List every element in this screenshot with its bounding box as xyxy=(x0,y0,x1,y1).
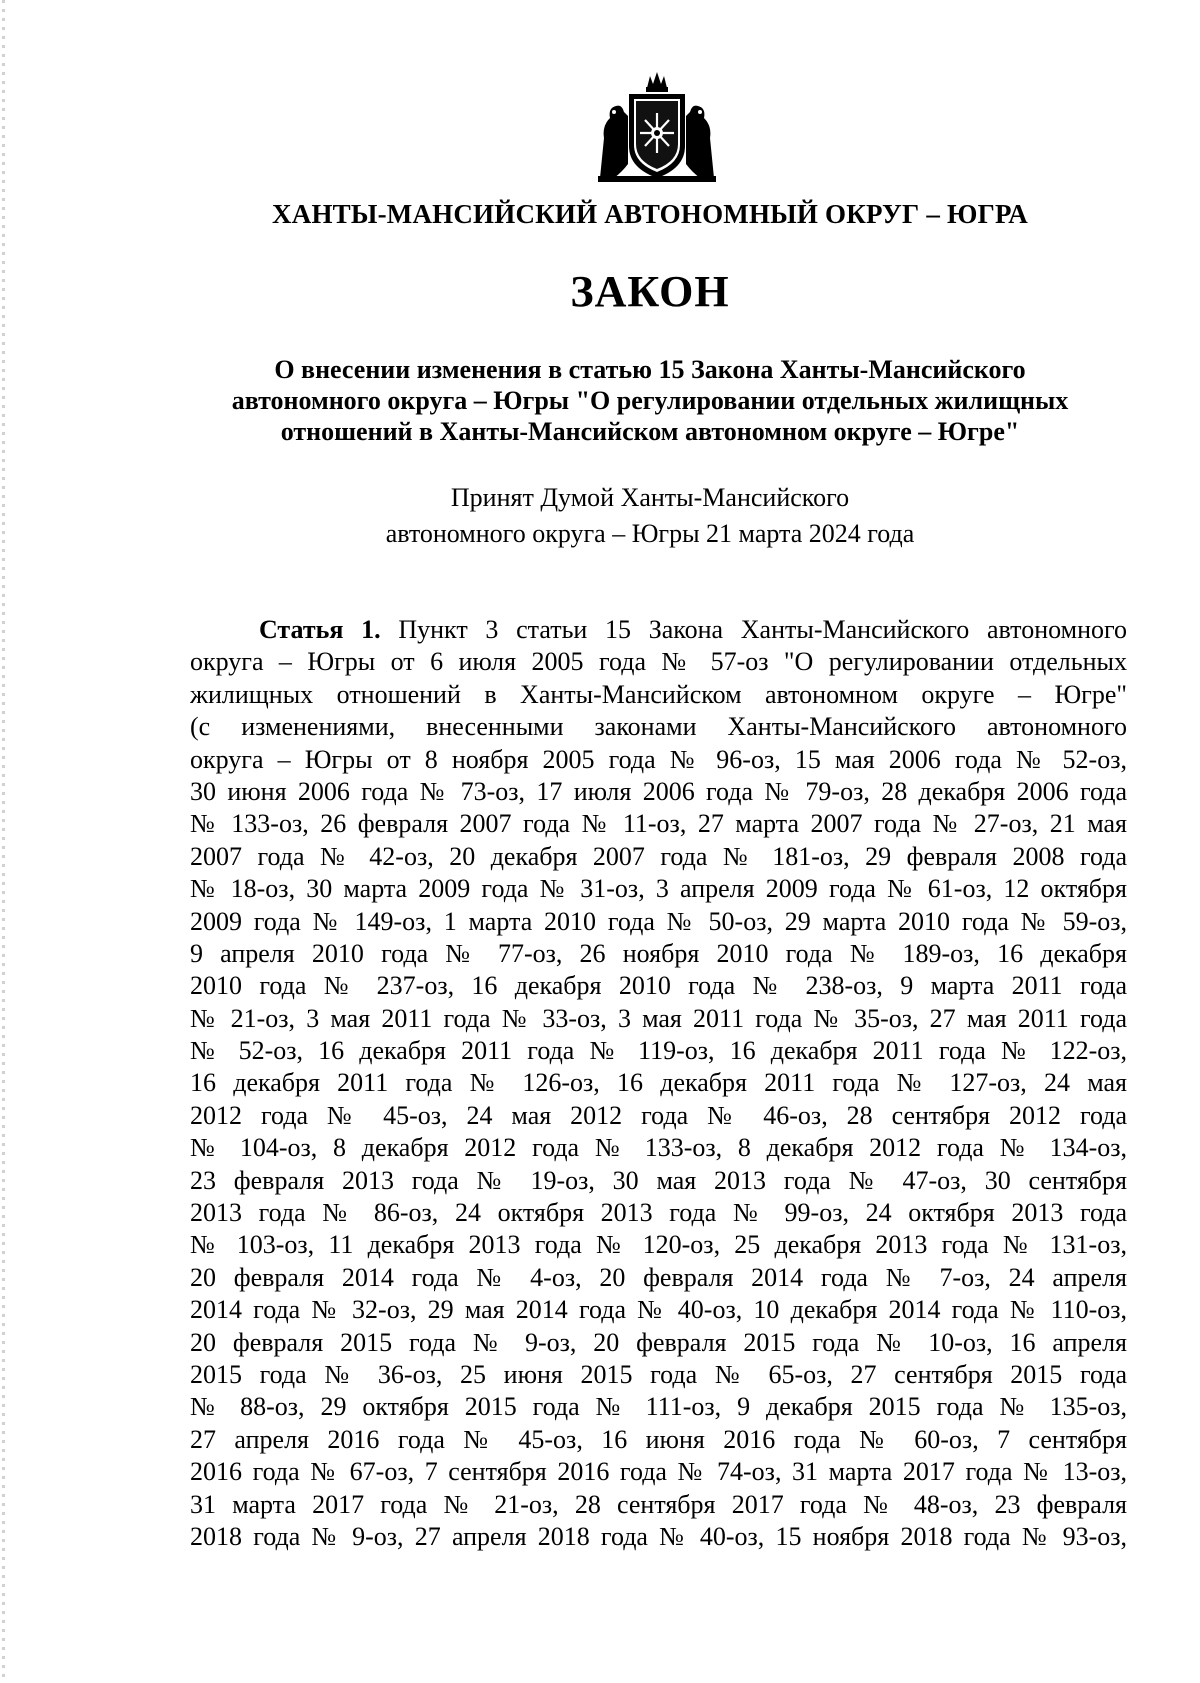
law-heading-line: автономного округа – Югры "О регулировании отдельных жилищных xyxy=(231,386,1069,415)
article-label: Статья 1. xyxy=(259,615,381,644)
article-text-line: № 103-оз, 11 декабря 2013 года № 120-оз, 25 декабря 2013 года № 131-оз, xyxy=(190,1230,1127,1260)
article-text-line: 16 декабря 2011 года № 126-оз, 16 декабря 2011 года № 127-оз, 24 мая xyxy=(190,1068,1127,1098)
article-text-line: 23 февраля 2013 года № 19-оз, 30 мая 2013 года № 47-оз, 30 сентября xyxy=(190,1165,1127,1195)
article-text-line: 31 марта 2017 года № 21-оз, 28 сентября 2017 года № 48-оз, 23 февраля xyxy=(190,1489,1127,1519)
article-text-line: 2015 года № 36-оз, 25 июня 2015 года № 65-оз, 27 сентября 2015 года xyxy=(190,1359,1127,1389)
article-text-line: 20 февраля 2014 года № 4-оз, 20 февраля 2014 года № 7-оз, 24 апреля xyxy=(190,1262,1127,1292)
article-text-line: 9 апреля 2010 года № 77-оз, 26 ноября 2010 года № 189-оз, 16 декабря xyxy=(190,938,1127,968)
adoption-note-line: автономного округа – Югры 21 марта 2024 года xyxy=(385,519,915,548)
article-first-line-text: Пункт 3 статьи 15 Закона Ханты-Мансийского автономного xyxy=(380,615,1127,644)
region-title: ХАНТЫ-МАНСИЙСКИЙ АВТОНОМНЫЙ ОКРУГ – ЮГРА xyxy=(272,199,1028,229)
article-text-line: № 21-оз, 3 мая 2011 года № 33-оз, 3 мая 2011 года № 35-оз, 27 мая 2011 года xyxy=(190,1003,1127,1033)
article-text-line: № 52-оз, 16 декабря 2011 года № 119-оз, 16 декабря 2011 года № 122-оз, xyxy=(190,1036,1127,1066)
adoption-note xyxy=(150,480,1150,552)
adoption-note-line: Принят Думой Ханты-Мансийского xyxy=(450,483,850,512)
article-text-line: № 104-оз, 8 декабря 2012 года № 133-оз, 8 декабря 2012 года № 134-оз, xyxy=(190,1133,1127,1163)
article-text-line: округа – Югры от 6 июля 2005 года № 57-оз "О регулировании отдельных xyxy=(190,647,1127,677)
coat-of-arms-emblem-icon xyxy=(592,68,722,186)
article-text-line: жилищных отношений в Ханты-Мансийском автономном округе – Югре" xyxy=(190,679,1127,709)
law-heading-line: отношений в Ханты-Мансийском автономном округе – Югре" xyxy=(280,417,1020,446)
document-type-title: ЗАКОН xyxy=(570,267,730,316)
law-heading xyxy=(150,354,1150,447)
article-text-line: 2010 года № 237-оз, 16 декабря 2010 года № 238-оз, 9 марта 2011 года xyxy=(190,971,1127,1001)
article-text-line: 2012 года № 45-оз, 24 мая 2012 года № 46-оз, 28 сентября 2012 года xyxy=(190,1100,1127,1130)
article-first-line xyxy=(190,614,1127,646)
article-text-line: 2007 года № 42-оз, 20 декабря 2007 года № 181-оз, 29 февраля 2008 года xyxy=(190,841,1127,871)
article-text-line: 2013 года № 86-оз, 24 октября 2013 года № 99-оз, 24 октября 2013 года xyxy=(190,1198,1127,1228)
article-text-line: 2009 года № 149-оз, 1 марта 2010 года № 50-оз, 29 марта 2010 года № 59-оз, xyxy=(190,906,1127,936)
scan-edge-artifact xyxy=(2,0,5,1683)
article-text-line: 30 июня 2006 года № 73-оз, 17 июля 2006 года № 79-оз, 28 декабря 2006 года xyxy=(190,776,1127,806)
article-text-line: 2018 года № 9-оз, 27 апреля 2018 года № 40-оз, 15 ноября 2018 года № 93-оз, xyxy=(190,1521,1127,1551)
article-text-line: округа – Югры от 8 ноября 2005 года № 96-оз, 15 мая 2006 года № 52-оз, xyxy=(190,744,1127,774)
article-text-line: (с изменениями, внесенными законами Ханты-Мансийского автономного xyxy=(190,712,1127,742)
article-text-line: № 133-оз, 26 февраля 2007 года № 11-оз, 27 марта 2007 года № 27-оз, 21 мая xyxy=(190,809,1127,839)
article-text-line: 27 апреля 2016 года № 45-оз, 16 июня 2016 года № 60-оз, 7 сентября xyxy=(190,1424,1127,1454)
article-text-line: 2014 года № 32-оз, 29 мая 2014 года № 40-оз, 10 декабря 2014 года № 110-оз, xyxy=(190,1295,1127,1325)
article-1-body xyxy=(190,614,1127,1553)
article-text-line: 20 февраля 2015 года № 9-оз, 20 февраля 2015 года № 10-оз, 16 апреля xyxy=(190,1327,1127,1357)
article-text-line: 2016 года № 67-оз, 7 сентября 2016 года № 74-оз, 31 марта 2017 года № 13-оз, xyxy=(190,1457,1127,1487)
law-heading-line: О внесении изменения в статью 15 Закона Ханты-Мансийского xyxy=(274,355,1026,384)
article-text-line: № 18-оз, 30 марта 2009 года № 31-оз, 3 апреля 2009 года № 61-оз, 12 октября xyxy=(190,874,1127,904)
article-text-line: № 88-оз, 29 октября 2015 года № 111-оз, 9 декабря 2015 года № 135-оз, xyxy=(190,1392,1127,1422)
